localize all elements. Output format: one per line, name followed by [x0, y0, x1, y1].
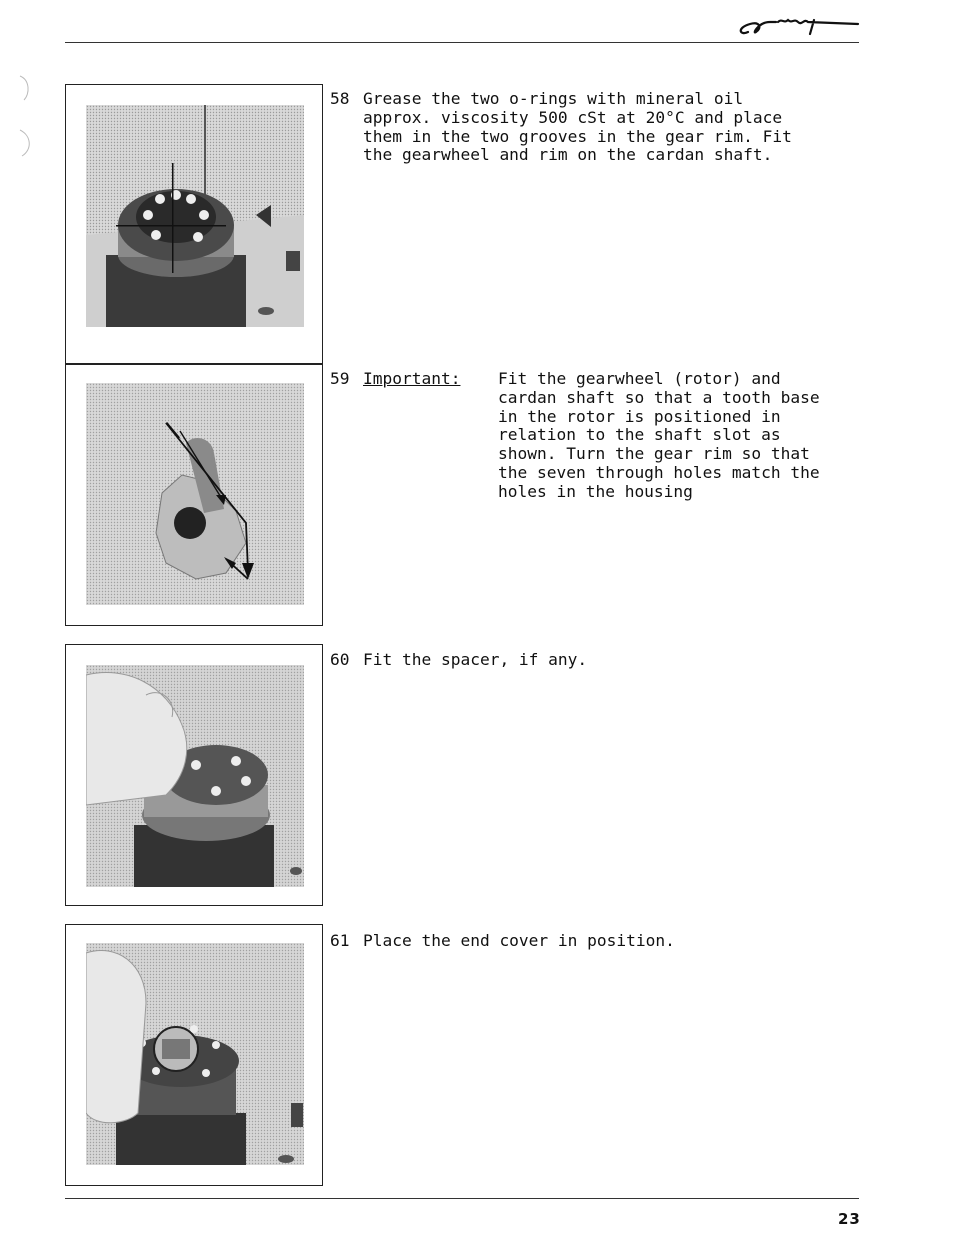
step-61-text: Place the end cover in position. — [363, 931, 675, 950]
step-59-number: 59 — [330, 369, 350, 388]
step-58-text: Grease the two o-rings with mineral oil approx. viscosity 500 cSt at 20°C and place them in the two grooves in the gear rim. Fit the gearwheel and rim on the cardan shaft. — [363, 89, 792, 165]
step-59-photo — [86, 383, 304, 605]
step-61-number: 61 — [330, 931, 350, 950]
step-58-figure-box — [65, 84, 323, 364]
step-60-text: Fit the spacer, if any. — [363, 650, 588, 669]
bottom-rule — [65, 1198, 859, 1199]
step-60-number: 60 — [330, 650, 350, 669]
step-60-figure-box — [65, 644, 323, 906]
top-rule — [65, 42, 859, 43]
page-number: 23 — [838, 1210, 861, 1228]
step-61-figure-box — [65, 924, 323, 1186]
margin-mark — [14, 128, 36, 158]
signature-mark — [730, 8, 860, 38]
step-58-number: 58 — [330, 89, 350, 108]
margin-mark — [14, 72, 36, 102]
step-59-text: Fit the gearwheel (rotor) and cardan shaft so that a tooth base in the rotor is positioned in relation to the shaft slot as shown. Turn the gear rim so that the seven through holes match the holes in the housing — [498, 369, 820, 501]
step-59-figure-box — [65, 364, 323, 626]
step-60-photo — [86, 665, 304, 887]
step-61-photo — [86, 943, 304, 1165]
step-59-label: Important: — [363, 369, 461, 388]
step-58-photo — [86, 105, 304, 327]
